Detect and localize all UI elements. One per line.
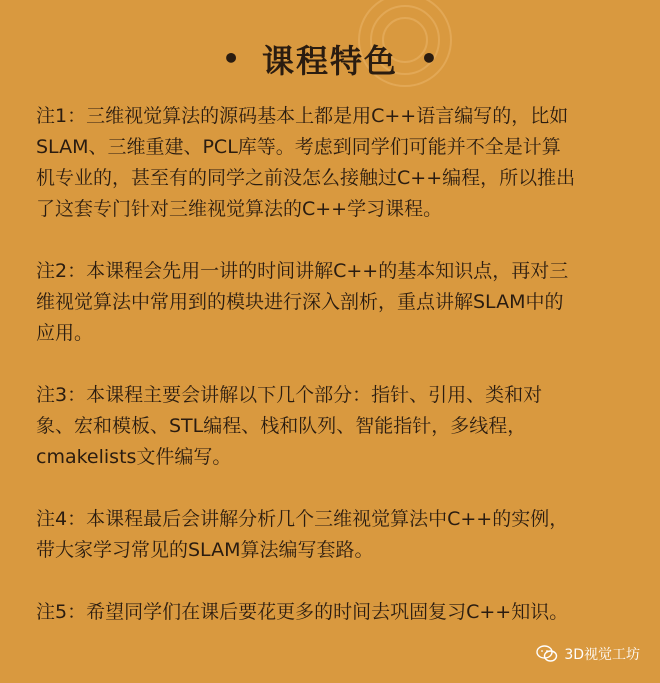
note-4: 注4：本课程最后会讲解分析几个三维视觉算法中C++的实例， 带大家学习常见的SLAM算法编写套路。 <box>36 508 569 561</box>
note-1: 注1：三维视觉算法的源码基本上都是用C++语言编写的，比如 SLAM、三维重建、PCL库等。考虑到同学们可能并不全是计算 机专业的，甚至有的同学之前没怎么接触过C++编程，所以推出 了这套专门针对三维视觉算法的C++学习课程。 <box>36 105 576 220</box>
watermark-text: 3D视觉工坊 <box>564 647 640 663</box>
watermark <box>536 644 640 664</box>
note-3: 注3：本课程主要会讲解以下几个部分：指针、引用、类和对 象、宏和模板、STL编程、栈和队列、智能指针，多线程， cmakelists文件编写。 <box>36 384 543 468</box>
notes-list <box>36 101 636 628</box>
wechat-icon <box>536 645 558 663</box>
page-title: 课程特色 <box>261 42 398 80</box>
section-header <box>0 36 660 82</box>
title-dot-right: • <box>420 42 438 75</box>
title-dot-left: • <box>222 42 240 75</box>
note-2: 注2：本课程会先用一讲的时间讲解C++的基本知识点，再对三 维视觉算法中常用到的模块进行深入剖析，重点讲解SLAM中的 应用。 <box>36 260 569 344</box>
note-5: 注5：希望同学们在课后要花更多的时间去巩固复习C++知识。 <box>36 601 569 623</box>
